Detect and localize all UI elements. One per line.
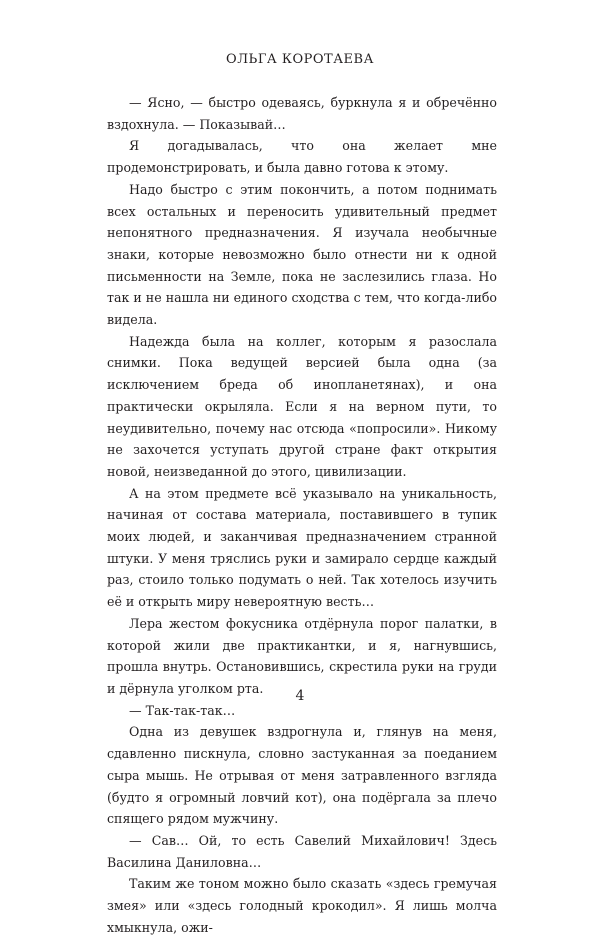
body-text: [107, 92, 497, 938]
paragraph: Таким же тоном можно было сказать «здесь гремучая змея» или «здесь голодный крокодил». Я лишь молча хмыкнула, ожи-: [107, 876, 497, 935]
paragraph: Я догадывалась, что она желает мне продемонстрировать, и была давно готова к этому.: [107, 138, 497, 176]
paragraph: А на этом предмете всё указывало на уникальность, начиная от состава материала, поставившего в тупик моих людей, и заканчивая предназначением странной штуки. У меня тряслись руки и замирало сердце каждый раз, стоило только подумать о ней. Так хотелось изучить её и открыть миру невероятную весть…: [107, 485, 497, 610]
paragraph: — Так-так-так…: [129, 702, 236, 718]
paragraph: Надо быстро с этим покончить, а потом поднимать всех остальных и переносить удивительный предмет непонятного предназначения. Я изучала необычные знаки, которые невозможно было отнести ни к одной письменности на Земле, пока не заслезились глаза. Но так и не нашла ни единого сходства с тем, что когда-либо видела.: [107, 181, 497, 328]
paragraph: — Ясно, — быстро одеваясь, буркнула я и обречённо вздохнула. — Показывай…: [107, 95, 497, 132]
paragraph: Одна из девушек вздрогнула и, глянув на меня, сдавленно пискнула, словно застуканная за поеданием сыра мышь. Не отрывая от меня затравленного взгляда (будто я огромный ловчий кот), она подёргала за плечо спящего рядом мужчину.: [107, 724, 497, 827]
paragraph: — Сав… Ой, то есть Савелий Михайлович! Здесь Василина Даниловна…: [107, 832, 497, 870]
page-number: 4: [295, 688, 305, 704]
running-head: ОЛЬГА КОРОТАЕВА: [226, 52, 374, 67]
paragraph: Лера жестом фокусника отдёрнула порог палатки, в которой жили две практикантки, и я, нагнувшись, прошла внутрь. Остановившись, скрестила руки на груди и дёрнула уголком рта.: [107, 615, 497, 696]
paragraph: Надежда была на коллег, которым я разослала снимки. Пока ведущей версией была одна (за исключением бреда об инопланетянах), и она практически окрыляла. Если я на верном пути, то неудивительно, почему нас отсюда «попросили». Никому не захочется уступать другой стране факт открытия новой, неизведанной до этого, цивилизации.: [107, 333, 497, 479]
